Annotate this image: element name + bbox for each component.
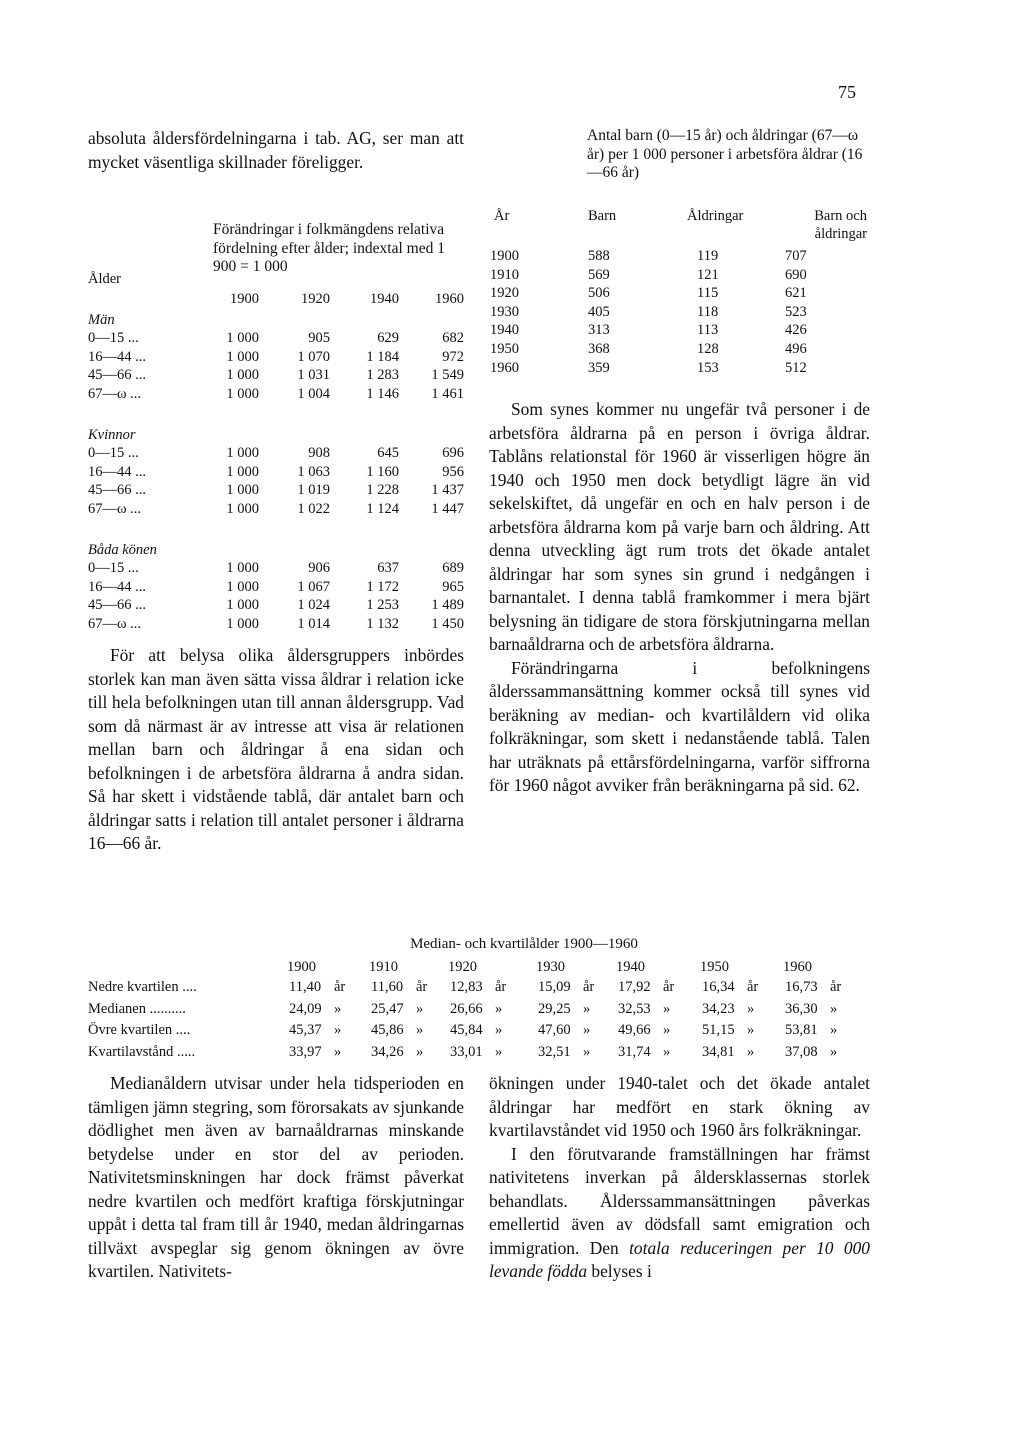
- table3-year-header: 1960: [783, 959, 812, 975]
- table3-unit: år: [416, 979, 428, 995]
- table1-value: 1 000: [226, 445, 259, 461]
- table1-value: 1 283: [366, 367, 399, 383]
- table3-unit: »: [416, 1043, 424, 1060]
- table2-total: 512: [785, 359, 807, 376]
- left-intro-paragraph: [88, 127, 464, 174]
- table2-year: 1920: [490, 285, 519, 302]
- left-intro-text: absoluta åldersfördelningarna i tab. AG, ser man att mycket väsentliga skillnader föreligger.: [88, 128, 464, 172]
- table3-value: 36,30: [785, 1000, 818, 1017]
- table3-value: 47,60: [538, 1022, 571, 1038]
- table1-age-label: 0—15 ...: [88, 330, 139, 346]
- table1-value: 1 000: [226, 330, 259, 346]
- table3-unit: »: [334, 1000, 342, 1017]
- table1-age-label: 67—ω ...: [88, 385, 142, 402]
- right-text-2: Förändringarna i befolkningens ålderssammansättning kommer också till synes vid beräkning av median- och kvartilåldern vid olika folkräkningar, som skett i nedanstående tablå. Talen har uträknats på ettårsfördelningarna, varför siffrorna för 1960 något avviker från beräkningarna på sid. 62.: [489, 657, 870, 795]
- table2-barn: 368: [588, 341, 610, 357]
- right-bottom-text-1: ökningen under 1940-talet och det ökade antalet åldringar har medfört en stark ökning av kvartilavståndet vid 1950 och 1960 års folkräkningar.: [489, 1073, 870, 1140]
- table1-value: 1 022: [297, 500, 330, 517]
- table1-value: 1 124: [366, 500, 399, 517]
- table1-age-label: 67—ω ...: [88, 615, 142, 632]
- table3-unit: »: [663, 1022, 671, 1038]
- table3-unit: år: [663, 979, 675, 995]
- page-number: 75: [838, 82, 856, 102]
- table3-unit: »: [495, 1000, 503, 1017]
- table3-row-label: Medianen ..........: [88, 1000, 186, 1017]
- right-text-1: Som synes kommer nu ungefär två personer i de arbetsföra åldrarna på en person i övriga åldrar. Tablåns relationstal för 1960 är visserligen högre än 1940 och 1950 men dock betydligt lägre än vid sekelskiftet, då ungefär en och en halv person i de arbetsföra åldrarna kom på varje barn och åldring. Att denna utveckling ägt rum trots det ökade antalet åldringar har som synes sin grund i nedgången i barnantalet. I denna tablå framkommer i mera bjärt belysning än tidigare de stora förskjutningarna mellan barnaåldrarna och de arbetsföra åldrarna.: [489, 399, 870, 654]
- table1-value: 1 000: [226, 615, 259, 632]
- table1-value: 1 172: [366, 578, 399, 595]
- table2-aldringar: 119: [697, 248, 719, 264]
- table3-unit: »: [583, 1000, 591, 1017]
- table1-age-label: 45—66 ...: [88, 597, 146, 613]
- table2-year: 1940: [490, 322, 519, 339]
- table3-unit: år: [334, 979, 346, 995]
- table3-unit: år: [583, 979, 595, 995]
- table1-value: 1 437: [431, 482, 464, 498]
- table1-value: 1 184: [366, 348, 399, 365]
- table1-value: 1 014: [297, 615, 330, 632]
- table2-total: 496: [785, 341, 807, 357]
- table3-value: 53,81: [785, 1022, 818, 1038]
- left-middle-text: För att belysa olika åldersgruppers inbördes storlek kan man även sätta vissa åldrar i relation icke till hela befolkningen utan till annan åldersgrupp. Vad som då närmast är av intresse att visa är relationen mellan barn och åldringar å ena sidan och befolkningen i de arbetsföra åldrarna å andra sidan. Så har skett i vidstående tablå, där antalet barn och åldringar satts i relation till antalet personer i åldrarna 16—66 år.: [88, 645, 464, 853]
- table3-row-label: Kvartilavstånd .....: [88, 1043, 196, 1060]
- table2-year: 1910: [490, 266, 519, 283]
- right-bottom-text-2-emphasis: totala reduceringen per 10 000 levande födda: [489, 1237, 870, 1281]
- table3-year-header: 1900: [287, 959, 316, 975]
- table2-barn: 405: [588, 303, 610, 320]
- table1-value: 1 228: [366, 482, 399, 498]
- table2-barn: 569: [588, 266, 610, 283]
- table3-unit: »: [747, 1043, 755, 1060]
- table1-value: 1 000: [226, 482, 259, 498]
- table2-barn: 313: [588, 322, 610, 339]
- table3-value: 32,53: [618, 1000, 651, 1017]
- table3-value: 45,86: [371, 1022, 404, 1038]
- table1-value: 1 461: [431, 385, 464, 402]
- right-paragraphs: [489, 398, 870, 798]
- table2-year: 1950: [490, 341, 519, 357]
- table3-year-header: 1940: [616, 959, 645, 975]
- table3-value: 16,73: [785, 979, 818, 995]
- table1-value: 1 063: [297, 463, 330, 480]
- table1-value: 1 000: [226, 500, 259, 517]
- table3-value: 15,09: [538, 979, 571, 995]
- right-bottom-text-2a: I den förutvarande framställningen har främst nativitetens inverkan på åldersklassernas storlek behandlats. Ålderssammansättningen påverkas emellertid även av dödsfall samt emigration och immigration. Den: [489, 1143, 870, 1258]
- table1-year-header: 1940: [370, 291, 399, 307]
- table1-value: 905: [308, 330, 330, 346]
- table2-year: 1960: [490, 359, 519, 376]
- table1-value: 645: [377, 445, 399, 461]
- table1-value: 637: [377, 560, 399, 576]
- table1-group-label: Män: [88, 312, 115, 328]
- table3-unit: »: [830, 1022, 838, 1038]
- table3-unit: »: [334, 1043, 342, 1060]
- table2-barn: 506: [588, 285, 610, 302]
- table3-value: 24,09: [289, 1000, 322, 1017]
- table1-age-label: 45—66 ...: [88, 482, 146, 498]
- table3-unit: »: [830, 1043, 838, 1060]
- table3-row-label: Övre kvartilen ....: [88, 1022, 191, 1038]
- right-bottom-paragraphs: [489, 1072, 870, 1284]
- table3-value: 45,37: [289, 1022, 322, 1038]
- table2-aldringar: 118: [697, 303, 719, 320]
- table3-value: 37,08: [785, 1043, 818, 1060]
- table2-aldringar: 128: [697, 341, 719, 357]
- table3-value: 32,51: [538, 1043, 571, 1060]
- table3-unit: år: [747, 979, 759, 995]
- table3-unit: »: [334, 1022, 342, 1038]
- table3-unit: »: [747, 1000, 755, 1017]
- table3-unit: »: [495, 1043, 503, 1060]
- table2-header-year: År: [494, 208, 510, 224]
- table3-value: 16,34: [702, 979, 735, 995]
- table1-year-header: 1900: [230, 291, 259, 307]
- table1-age-label: 45—66 ...: [88, 367, 146, 383]
- table1-row-header: Ålder: [88, 271, 122, 287]
- table1-year-header: 1920: [301, 291, 330, 307]
- table3-value: 11,60: [371, 979, 404, 995]
- table3-value: 33,01: [450, 1043, 483, 1060]
- table3-value: 34,81: [702, 1043, 735, 1060]
- table3-year-header: 1920: [448, 959, 477, 975]
- table1-value: 1 019: [297, 482, 330, 498]
- table3-value: 51,15: [702, 1022, 735, 1038]
- table1-age-label: 67—ω ...: [88, 500, 142, 517]
- table3-year-header: 1930: [536, 959, 565, 975]
- table2-total: 621: [785, 285, 807, 302]
- table1-value: 1 253: [366, 597, 399, 613]
- table2-header-barn: Barn: [588, 208, 617, 224]
- table1-value: 1 000: [226, 385, 259, 402]
- right-bottom-text-2: [489, 1143, 870, 1284]
- table2-year: 1900: [490, 248, 519, 264]
- table2-aldringar: 153: [697, 359, 719, 376]
- table2-header-total: Barn och åldringar: [814, 208, 867, 242]
- table1-value: 908: [308, 445, 330, 461]
- table1-value: 629: [377, 330, 399, 346]
- table3-value: 49,66: [618, 1022, 651, 1038]
- table1-value: 906: [308, 560, 330, 576]
- table2-header-aldringar: Åldringar: [687, 208, 744, 224]
- table2-barn: 359: [588, 359, 610, 376]
- table1-caption: Förändringar i folkmängdens relativa fördelning efter ålder; indextal med 1 900 = 1 000: [213, 221, 445, 275]
- table3-unit: år: [495, 979, 507, 995]
- table3-value: 12,83: [450, 979, 483, 995]
- right-bottom-text-2b: belyses i: [587, 1261, 652, 1281]
- table3-value: 34,23: [702, 1000, 735, 1017]
- table3-unit: »: [830, 1000, 838, 1017]
- table1-value: 1 000: [226, 348, 259, 365]
- table1-value: 1 549: [431, 367, 464, 383]
- table1-value: 956: [442, 463, 464, 480]
- table3-value: 33,97: [289, 1043, 322, 1060]
- table1-value: 1 024: [297, 597, 330, 613]
- left-bottom-text: Medianåldern utvisar under hela tidsperioden en tämligen jämn stegring, som förorsakats av sjunkande dödlighet men även av barnaåldrarnas minskande betydelse under en stor del av perioden. Nativitetsminskningen har dock främst påverkat nedre kvartilen och medfört kraftiga förskjutningar uppåt i detta tal fram till år 1940, medan åldringarnas tillväxt avspeglar sig genom ökningen av övre kvartilen. Nativitets-: [88, 1073, 464, 1281]
- table2-total: 523: [785, 303, 807, 320]
- table3-year-header: 1910: [369, 959, 398, 975]
- table1-value: 965: [442, 578, 464, 595]
- table2-aldringar: 115: [697, 285, 719, 302]
- table1-age-label: 0—15 ...: [88, 560, 139, 576]
- table1-value: 689: [442, 560, 464, 576]
- table1-value: 1 489: [431, 597, 464, 613]
- table1-value: 1 031: [297, 367, 330, 383]
- table3-value: 31,74: [618, 1043, 651, 1060]
- table1-value: 1 000: [226, 597, 259, 613]
- table3-unit: »: [495, 1022, 503, 1038]
- table1-value: 1 070: [297, 348, 330, 365]
- table2-total: 690: [785, 266, 807, 283]
- table1-value: 1 004: [297, 385, 330, 402]
- table1-value: 1 000: [226, 578, 259, 595]
- table1-value: 1 000: [226, 560, 259, 576]
- left-middle-paragraph: [88, 644, 464, 856]
- table3-value: 26,66: [450, 1000, 483, 1017]
- table3-unit: »: [416, 1022, 424, 1038]
- table1-value: 1 450: [431, 615, 464, 632]
- table3-value: 17,92: [618, 979, 651, 995]
- table3-unit: »: [583, 1043, 591, 1060]
- table1-group-label: Båda könen: [88, 542, 157, 558]
- table3-value: 25,47: [371, 1000, 404, 1017]
- table1-value: 1 160: [366, 463, 399, 480]
- table2-caption: Antal barn (0—15 år) och åldringar (67—ω år) per 1 000 personer i arbetsföra åldrar (16—66 år): [587, 127, 863, 181]
- table1-value: 972: [442, 348, 464, 365]
- table1-value: 1 067: [297, 578, 330, 595]
- table1-value: 696: [442, 445, 464, 461]
- table2-total: 707: [785, 248, 807, 264]
- table3-value: 11,40: [289, 979, 322, 995]
- table2-total: 426: [785, 322, 807, 339]
- table1-age-label: 16—44 ...: [88, 463, 146, 480]
- left-bottom-paragraph: [88, 1072, 464, 1284]
- table3-unit: »: [663, 1000, 671, 1017]
- table1-value: 1 000: [226, 367, 259, 383]
- table3-unit: »: [416, 1000, 424, 1017]
- table1-age-label: 16—44 ...: [88, 578, 146, 595]
- table3-unit: »: [663, 1043, 671, 1060]
- table1-group-label: Kvinnor: [88, 427, 136, 443]
- table3-value: 34,26: [371, 1043, 404, 1060]
- table2-year: 1930: [490, 303, 519, 320]
- table1-value: 1 000: [226, 463, 259, 480]
- table1-value: 1 146: [366, 385, 399, 402]
- table1-age-label: 0—15 ...: [88, 445, 139, 461]
- table1-value: 1 447: [431, 500, 464, 517]
- table3-value: 45,84: [450, 1022, 483, 1038]
- table3-year-header: 1950: [700, 959, 729, 975]
- table3-unit: »: [583, 1022, 591, 1038]
- table2-aldringar: 121: [697, 266, 719, 283]
- table1-age-label: 16—44 ...: [88, 348, 146, 365]
- table1-year-header: 1960: [435, 291, 464, 307]
- table1-value: 682: [442, 330, 464, 346]
- table2-aldringar: 113: [697, 322, 719, 339]
- table3-value: 29,25: [538, 1000, 571, 1017]
- table2-barn: 588: [588, 248, 610, 264]
- table3-caption: Median- och kvartilålder 1900—1960: [410, 936, 638, 952]
- table1-value: 1 132: [366, 615, 399, 632]
- table3-row-label: Nedre kvartilen ....: [88, 979, 197, 995]
- table3-unit: år: [830, 979, 842, 995]
- table3-unit: »: [747, 1022, 755, 1038]
